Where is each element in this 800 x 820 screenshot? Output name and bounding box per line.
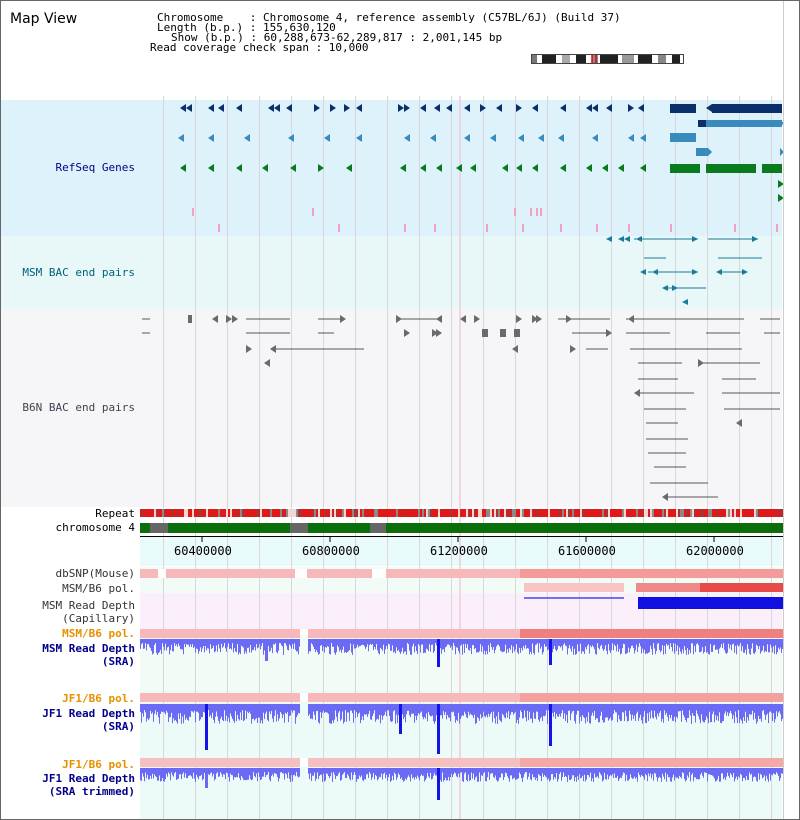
axis-tick-label: 60800000 (302, 544, 360, 558)
chromosome-track-label[interactable]: chromosome 4 (55, 521, 135, 534)
vertical-scrollbar[interactable] (783, 1, 800, 820)
chromosome-track-canvas[interactable] (140, 522, 783, 534)
axis-tick-label: 62000000 (686, 544, 744, 558)
coverage-info: Read coverage check span : 10,000 (150, 41, 369, 54)
view-title: Map View (10, 11, 78, 27)
jf1-depth-trim-sublabel: (SRA trimmed) (48, 785, 135, 798)
refseq-track-label[interactable]: RefSeq Genes (55, 161, 135, 174)
msm-b6-pol-sra-label[interactable]: MSM/B6 pol. (62, 627, 135, 640)
chromosome-ideogram[interactable] (531, 54, 684, 64)
show-info: Show (b.p.) : 60,288,673-62,289,817 : 2,001,145 bp (171, 31, 503, 44)
jf1-depth-sra-label[interactable]: JF1 Read Depth (42, 707, 135, 720)
msm-bac-pairs-canvas[interactable] (140, 236, 783, 309)
axis-tick-label: 61600000 (558, 544, 616, 558)
msm-depth-sra-label[interactable]: MSM Read Depth (42, 642, 135, 655)
length-info: Length (b.p.) : 155,630,120 (157, 21, 336, 34)
jf1-depth-sra-sublabel: (SRA) (101, 720, 135, 733)
axis-tick-label: 61200000 (430, 544, 488, 558)
jf1-b6-pol-sra-label[interactable]: JF1/B6 pol. (62, 692, 135, 705)
b6n-bac-track-label[interactable]: B6N BAC end pairs (22, 401, 135, 414)
b6n-bac-pairs-canvas[interactable] (140, 309, 783, 507)
repeat-track-label[interactable]: Repeat (95, 507, 135, 520)
msm-depth-sra-sublabel: (SRA) (101, 655, 135, 668)
axis-tick-label: 60400000 (174, 544, 232, 558)
repeat-track-canvas[interactable] (140, 508, 783, 518)
msm-depth-cap-label[interactable]: MSM Read Depth (42, 599, 135, 612)
msm-bac-track-label[interactable]: MSM BAC end pairs (22, 266, 135, 279)
polymorphism-depth-canvas[interactable] (140, 567, 783, 820)
msm-b6-pol-cap-label[interactable]: MSM/B6 pol. (62, 582, 135, 595)
refseq-genes-canvas[interactable] (140, 100, 783, 236)
jf1-b6-pol-trim-label[interactable]: JF1/B6 pol. (62, 758, 135, 771)
dbsnp-track-label[interactable]: dbSNP(Mouse) (55, 567, 135, 580)
jf1-depth-trim-label[interactable]: JF1 Read Depth (42, 772, 135, 785)
chromosome-info: Chromosome : Chromosome 4, reference assembly (C57BL/6J) (Build 37) (157, 11, 621, 24)
msm-depth-cap-sublabel: (Capillary) (62, 612, 135, 625)
